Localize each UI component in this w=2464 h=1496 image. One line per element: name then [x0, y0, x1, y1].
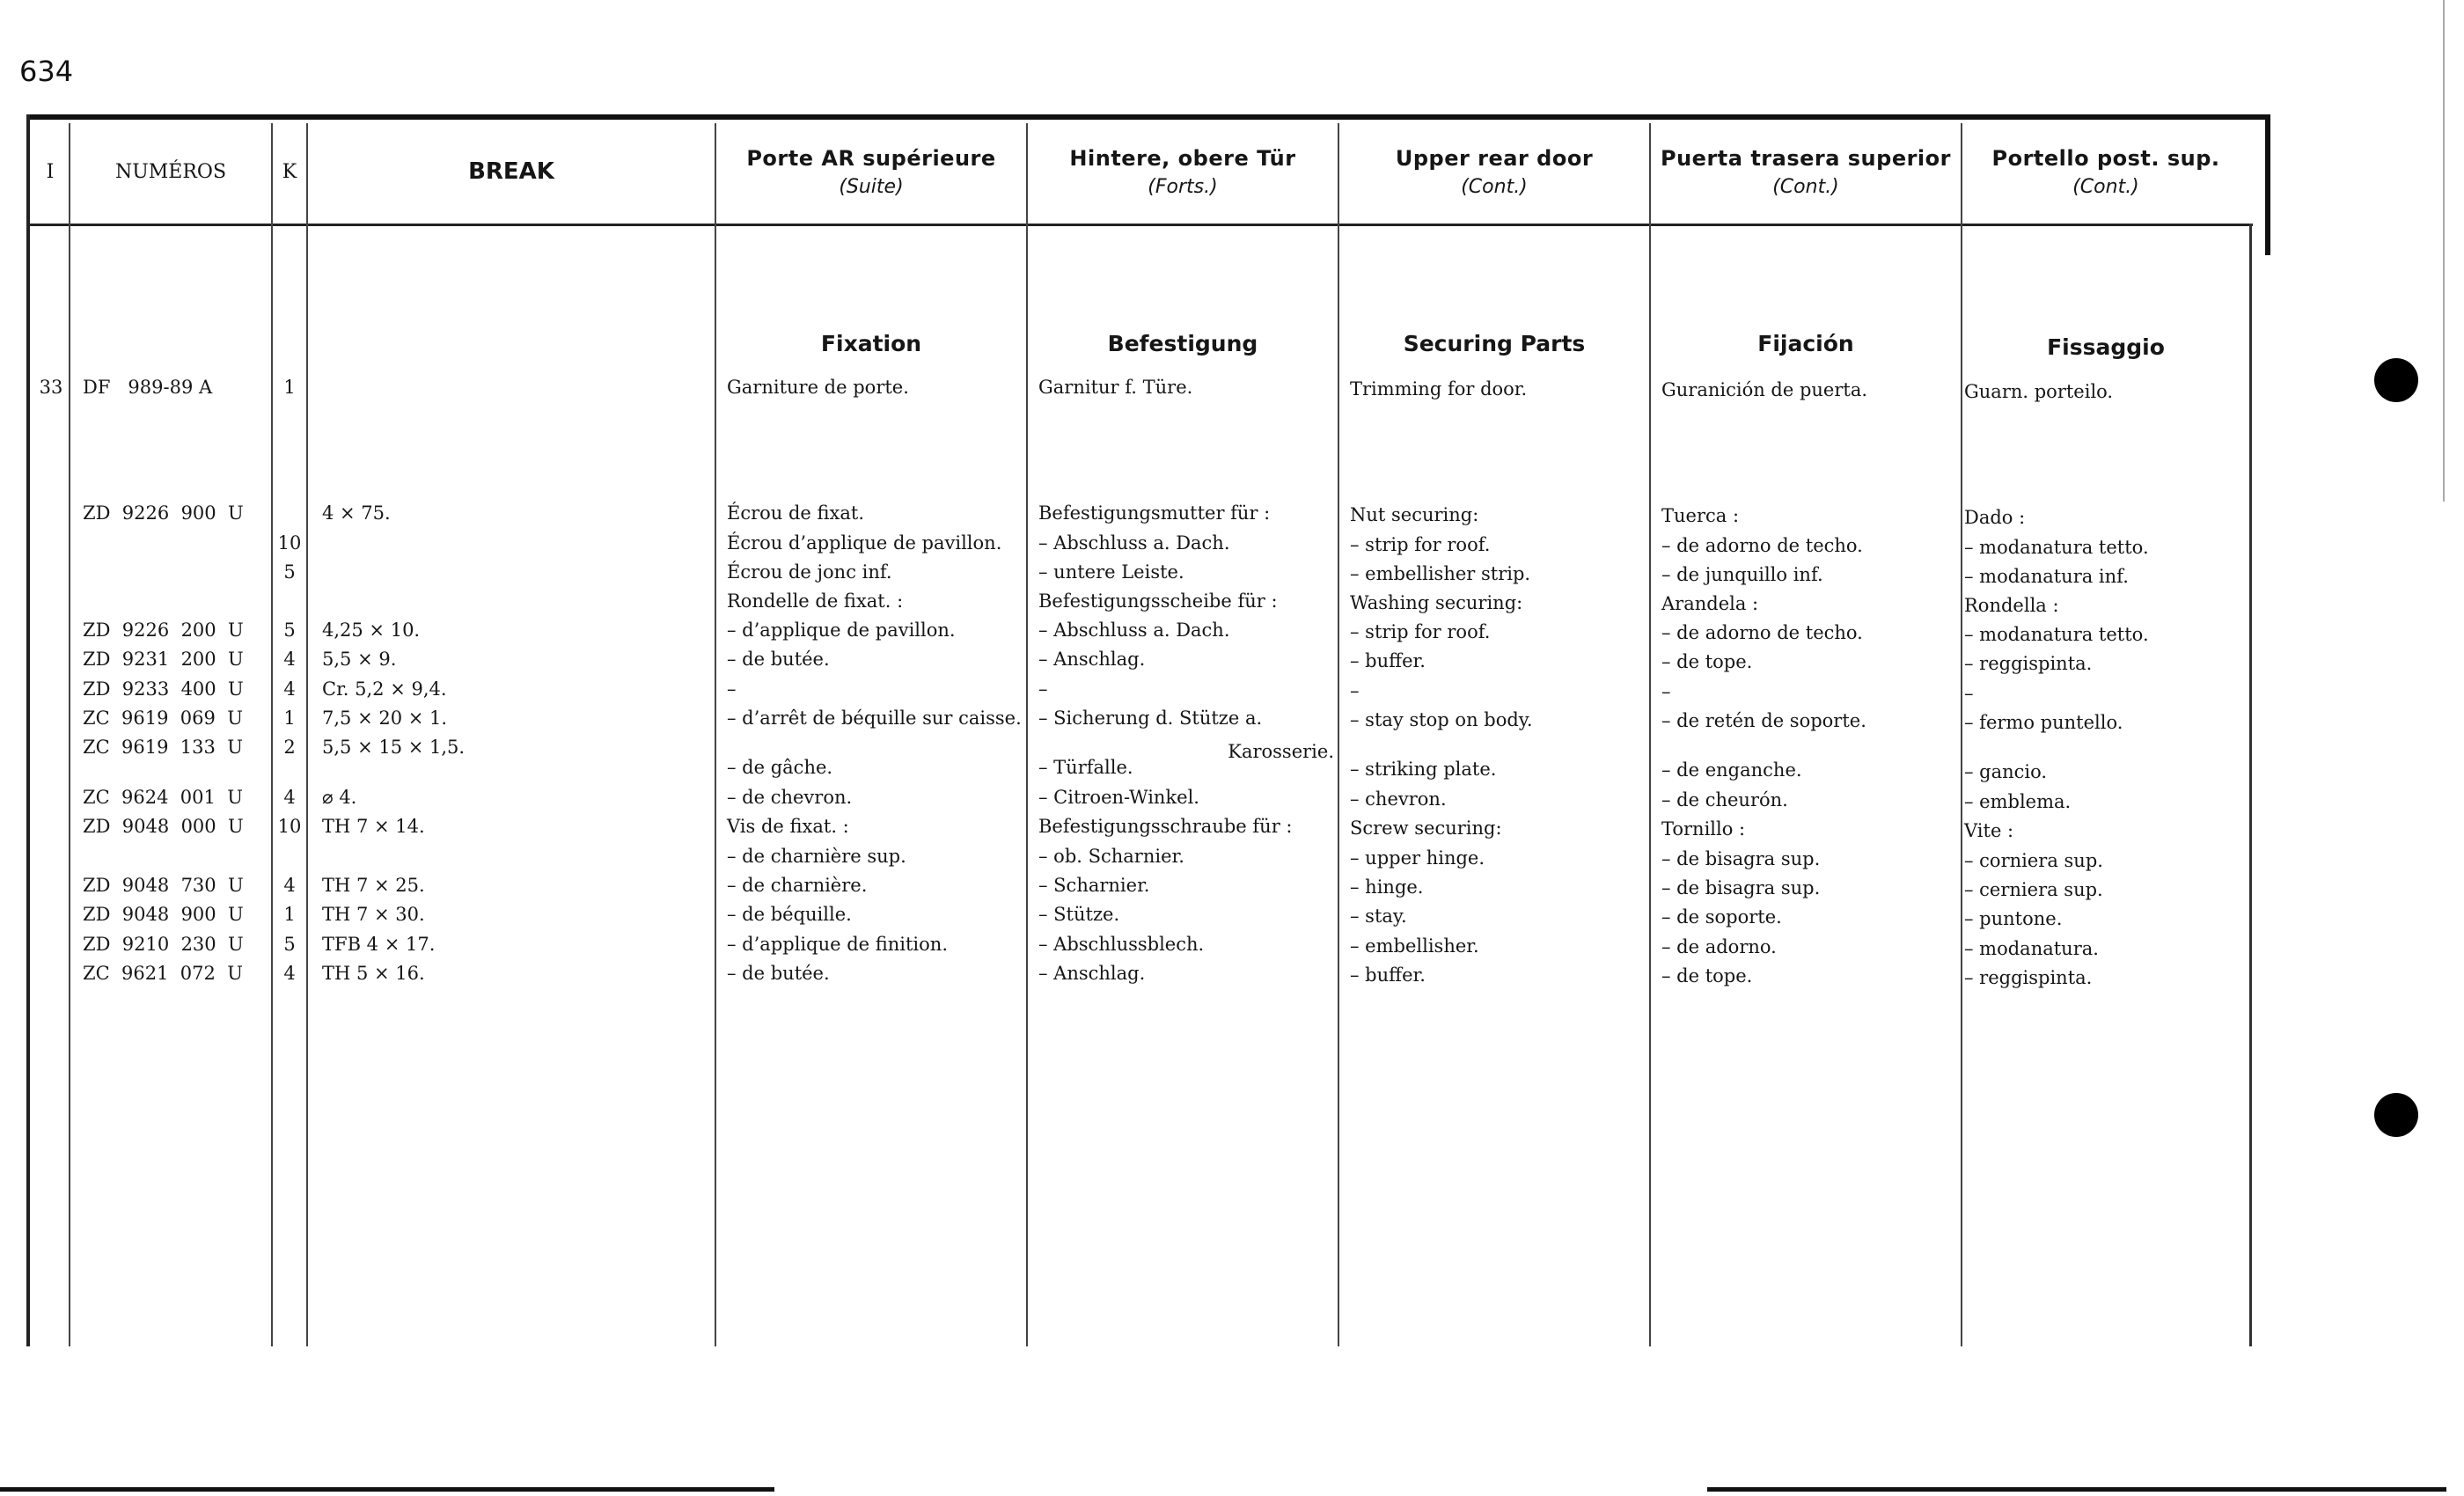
translation-en: – stay. [1350, 906, 1407, 927]
translation-de: – Sicherung d. Stütze a. [1038, 708, 1263, 729]
column-divider [69, 123, 70, 1346]
table-top-rule [26, 114, 2270, 120]
dimension-spec: 4,25 × 10. [322, 620, 421, 641]
translation-it: – fermo puntello. [1964, 712, 2123, 733]
translation-es: – de tope. [1661, 965, 1753, 986]
translation-fr: Écrou d’applique de pavillon. [727, 532, 1002, 554]
part-number: ZD 9210 230 U [83, 934, 244, 955]
dimension-spec: TH 5 × 16. [322, 963, 425, 984]
translation-de: – Stütze. [1038, 904, 1120, 925]
translation-en: – embellisher strip. [1350, 563, 1531, 584]
section-heading-spanish: Fijación [1757, 331, 1854, 356]
header-spanish: Puerta trasera superior (Cont.) [1661, 145, 1951, 198]
dimension-spec: 7,5 × 20 × 1. [322, 708, 448, 729]
quantity: 1 [283, 904, 296, 925]
quantity: 4 [283, 875, 296, 896]
header-divider [30, 224, 2253, 226]
section-heading-german: Befestigung [1107, 331, 1258, 356]
translation-it: – [1964, 683, 1974, 704]
translation-fr: – de chevron. [727, 787, 853, 808]
quantity: 4 [283, 649, 296, 670]
translation-it: – reggispinta. [1964, 967, 2093, 988]
quantity: 1 [283, 377, 296, 398]
translation-fr: – de béquille. [727, 904, 852, 925]
translation-de: Befestigungsscheibe für : [1038, 590, 1278, 612]
translation-fr: Vis de fixat. : [727, 816, 849, 837]
section-heading-italian: Fissaggio [2047, 334, 2165, 360]
translation-es: – de soporte. [1661, 906, 1782, 928]
translation-de: Karosserie. [1228, 741, 1334, 762]
translation-es: – de retén de soporte. [1661, 710, 1866, 731]
table-left-rule [26, 114, 30, 1346]
dimension-spec: ⌀ 4. [322, 787, 357, 808]
quantity: 5 [283, 561, 296, 583]
translation-fr: – [727, 678, 737, 700]
part-number: ZC 9621 072 U [83, 963, 243, 984]
translation-en: – hinge. [1350, 876, 1424, 898]
translation-es: Tuerca : [1661, 505, 1740, 526]
dimension-spec: TFB 4 × 17. [322, 934, 436, 955]
part-number: ZD 9048 900 U [83, 904, 244, 925]
translation-fr: – de butée. [727, 963, 830, 984]
translation-en: – strip for roof. [1350, 534, 1491, 555]
translation-en: Trimming for door. [1350, 378, 1528, 400]
section-heading-english: Securing Parts [1403, 331, 1586, 356]
translation-en: Washing securing: [1350, 592, 1523, 613]
translation-en: – buffer. [1350, 650, 1426, 671]
part-number: ZC 9619 133 U [83, 737, 243, 758]
part-number: ZC 9619 069 U [83, 708, 243, 729]
section-heading-french: Fixation [820, 331, 922, 356]
translation-de: – untere Leiste. [1038, 561, 1184, 583]
header-french: Porte AR supérieure (Suite) [746, 145, 996, 198]
translation-fr: – de charnière sup. [727, 846, 906, 867]
translation-en: – upper hinge. [1350, 847, 1485, 869]
part-number: ZD 9048 730 U [83, 875, 244, 896]
dimension-spec: 4 × 75. [322, 502, 391, 524]
header-model: BREAK [468, 158, 554, 185]
dimension-spec: Cr. 5,2 × 9,4. [322, 678, 447, 700]
translation-de: – Citroen-Winkel. [1038, 787, 1199, 808]
translation-it: Rondella : [1964, 595, 2059, 616]
dimension-spec: TH 7 × 14. [322, 816, 425, 837]
part-number: ZD 9231 200 U [83, 649, 244, 670]
part-number: ZC 9624 001 U [83, 787, 243, 808]
translation-de: Garnitur f. Türe. [1038, 377, 1193, 398]
bottom-rule [0, 1487, 774, 1492]
translation-fr: Écrou de jonc inf. [727, 561, 892, 583]
parts-table [26, 114, 2270, 1346]
header-k: K [282, 160, 297, 183]
translation-de: – Abschluss a. Dach. [1038, 620, 1230, 641]
binder-hole [2374, 358, 2418, 402]
column-divider [1649, 123, 1651, 1346]
translation-de: – Abschlussblech. [1038, 934, 1205, 955]
table-inner-right-rule [2249, 224, 2252, 1346]
part-number: ZD 9226 200 U [83, 620, 244, 641]
translation-it: Dado : [1964, 507, 2026, 528]
translation-de: – Scharnier. [1038, 875, 1150, 896]
header-italian: Portello post. sup. (Cont.) [1991, 145, 2220, 198]
translation-es: – de adorno de techo. [1661, 535, 1863, 556]
translation-it: – corniera sup. [1964, 850, 2103, 871]
translation-de: – Türfalle. [1038, 757, 1133, 778]
translation-de: – Abschluss a. Dach. [1038, 532, 1230, 554]
translation-it: – gancio. [1964, 761, 2048, 782]
column-divider [271, 123, 273, 1346]
quantity: 1 [283, 708, 296, 729]
translation-es: – de bisagra sup. [1661, 848, 1821, 869]
translation-en: – embellisher. [1350, 935, 1479, 957]
column-divider [1338, 123, 1339, 1346]
translation-en: – stay stop on body. [1350, 709, 1533, 730]
translation-en: Nut securing: [1350, 504, 1479, 525]
translation-es: Arandela : [1661, 593, 1759, 614]
translation-en: – buffer. [1350, 964, 1426, 986]
binder-hole [2374, 1093, 2418, 1137]
page-number: 634 [19, 55, 74, 88]
dimension-spec: 5,5 × 15 × 1,5. [322, 737, 466, 758]
part-number: ZD 9226 900 U [83, 502, 244, 524]
translation-es: – de adorno. [1661, 936, 1777, 957]
translation-it: – emblema. [1964, 791, 2072, 812]
translation-de: – [1038, 678, 1048, 700]
translation-it: – cerniera sup. [1964, 879, 2103, 900]
translation-it: – modanatura tetto. [1964, 624, 2149, 645]
dimension-spec: TH 7 × 25. [322, 875, 425, 896]
translation-it: Guarn. porteilo. [1964, 381, 2114, 402]
translation-it: – modanatura. [1964, 938, 2099, 959]
translation-fr: – de gâche. [727, 757, 833, 778]
translation-es: – de tope. [1661, 651, 1753, 672]
translation-it: – modanatura tetto. [1964, 537, 2149, 558]
column-divider [1026, 123, 1028, 1346]
quantity: 4 [283, 787, 296, 808]
quantity: 4 [283, 963, 296, 984]
translation-fr: – d’applique de finition. [727, 934, 948, 955]
header-i: I [46, 160, 55, 183]
translation-es: – de junquillo inf. [1661, 564, 1823, 585]
translation-fr: – d’arrêt de béquille sur caisse. [727, 708, 1022, 729]
translation-en: – strip for roof. [1350, 621, 1491, 642]
part-number: ZD 9048 000 U [83, 816, 244, 837]
translation-fr: – de butée. [727, 649, 830, 670]
translation-es: Guranición de puerta. [1661, 379, 1868, 400]
header-numeros: NUMÉROS [114, 160, 227, 183]
translation-en: – [1350, 680, 1360, 701]
translation-de: – Anschlag. [1038, 963, 1146, 984]
quantity: 2 [283, 737, 296, 758]
translation-es: – de bisagra sup. [1661, 877, 1821, 898]
dimension-spec: 5,5 × 9. [322, 649, 397, 670]
column-divider [715, 123, 716, 1346]
translation-de: – Anschlag. [1038, 649, 1146, 670]
header-english: Upper rear door (Cont.) [1395, 145, 1594, 198]
translation-en: – striking plate. [1350, 759, 1497, 780]
translation-es: – de adorno de techo. [1661, 622, 1863, 643]
bottom-rule [1707, 1487, 2446, 1492]
column-divider [1961, 123, 1962, 1346]
part-number: DF 989-89 A [83, 377, 213, 398]
translation-en: Screw securing: [1350, 818, 1502, 839]
translation-de: Befestigungsmutter für : [1038, 502, 1271, 524]
part-number: ZD 9233 400 U [83, 678, 244, 700]
translation-fr: Garniture de porte. [727, 377, 909, 398]
row-index: 33 [39, 377, 63, 398]
quantity: 5 [283, 620, 296, 641]
translation-it: – reggispinta. [1964, 653, 2093, 674]
quantity: 5 [283, 934, 296, 955]
table-right-rule [2265, 114, 2270, 255]
translation-it: Vite : [1964, 820, 2014, 841]
dimension-spec: TH 7 × 30. [322, 904, 425, 925]
page-edge-mark [2443, 0, 2445, 502]
column-divider [306, 123, 308, 1346]
translation-de: Befestigungsschraube für : [1038, 816, 1293, 837]
translation-es: – de cheurón. [1661, 789, 1788, 810]
translation-de: – ob. Scharnier. [1038, 846, 1184, 867]
header-german: Hintere, obere Tür (Forts.) [1069, 145, 1296, 198]
translation-fr: Écrou de fixat. [727, 502, 865, 524]
translation-fr: – d’applique de pavillon. [727, 620, 956, 641]
translation-es: – de enganche. [1661, 759, 1802, 781]
translation-es: Tornillo : [1661, 818, 1746, 840]
translation-it: – puntone. [1964, 908, 2063, 929]
translation-es: – [1661, 681, 1671, 702]
translation-it: – modanatura inf. [1964, 566, 2129, 587]
translation-fr: – de charnière. [727, 875, 868, 896]
quantity: 10 [277, 816, 302, 837]
translation-fr: Rondelle de fixat. : [727, 590, 904, 612]
quantity: 4 [283, 678, 296, 700]
translation-en: – chevron. [1350, 788, 1447, 810]
quantity: 10 [277, 532, 302, 554]
